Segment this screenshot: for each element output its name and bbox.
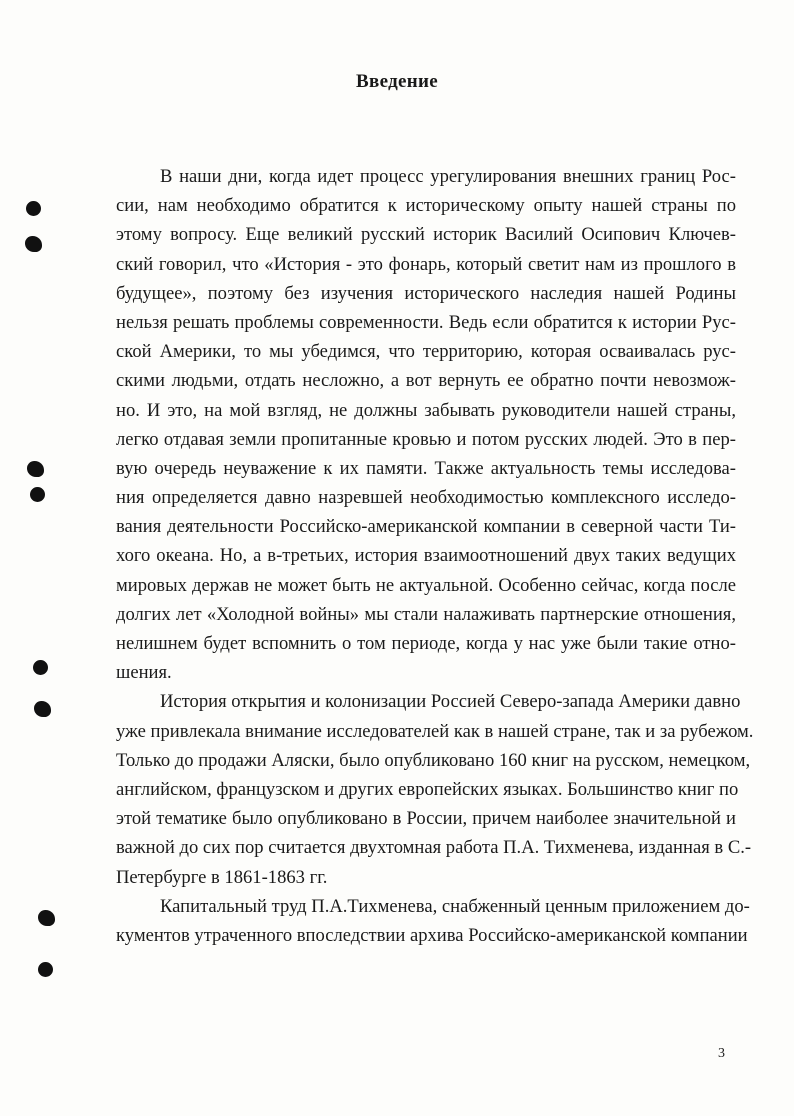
text-line: ский говорил, что «История - это фонарь, который светит нам из прошлого в	[116, 253, 736, 275]
text-line: ния определяется давно назревшей необходимостью комплексного исследо-	[116, 487, 736, 509]
text-line: но. И это, на мой взгляд, не должны забывать руководители нашей страны,	[116, 399, 736, 421]
text-line: шения.	[116, 662, 172, 684]
text-line: долгих лет «Холодной войны» мы стали налаживать партнерские отношения,	[116, 603, 736, 625]
text-line: вую очередь неуважение к их памяти. Также актуальность темы исследова-	[116, 457, 736, 479]
text-line: этому вопросу. Еще великий русский историк Василий Осипович Ключев-	[116, 224, 736, 246]
punch-hole-mark	[26, 201, 41, 216]
punch-hole-mark	[27, 461, 44, 477]
text-line: уже привлекала внимание исследователей как в нашей стране, так и за рубежом.	[116, 720, 754, 742]
page-title: Введение	[356, 71, 438, 92]
body-text	[116, 162, 754, 950]
text-line: Только до продажи Аляски, было опубликовано 160 книг на русском, немецком,	[116, 749, 751, 771]
punch-hole-mark	[38, 910, 55, 926]
punch-hole-mark	[38, 962, 53, 977]
text-line: сии, нам необходимо обратится к историческому опыту нашей страны по	[116, 195, 736, 217]
text-line: кументов утраченного впоследствии архива Российско-американской компании	[116, 924, 748, 946]
text-line: хого океана. Но, а в-третьих, история взаимоотношений двух таких ведущих	[116, 545, 736, 567]
text-line: важной до сих пор считается двухтомная работа П.А. Тихменева, изданная в С.-	[116, 837, 752, 859]
text-line: нелишнем будет вспомнить о том периоде, когда у нас уже были такие отно-	[116, 633, 736, 654]
punch-hole-mark	[33, 660, 48, 675]
page-number: 3	[718, 1046, 725, 1061]
punch-hole-mark	[25, 236, 42, 252]
text-line: В наши дни, когда идет процесс урегулирования внешних границ Рос-	[160, 166, 736, 187]
text-line: этой тематике было опубликовано в России, причем наиболее значительной и	[116, 808, 736, 830]
text-line: мировых держав не может быть не актуальной. Особенно сейчас, когда после	[116, 574, 736, 596]
text-line: скими людьми, отдать несложно, а вот вернуть ее обратно почти невозмож-	[116, 370, 736, 392]
text-line: английском, французском и других европейских языках. Большинство книг по	[116, 778, 739, 800]
punch-hole-mark	[30, 487, 45, 502]
text-line: будущее», поэтому без изучения исторического наследия нашей Родины	[116, 282, 736, 304]
text-line: нельзя решать проблемы современности. Ведь если обратится к истории Рус-	[116, 311, 736, 333]
text-line: вания деятельности Российско-американской компании в северной части Ти-	[116, 516, 736, 538]
text-line: легко отдавая земли пропитанные кровью и потом русских людей. Это в пер-	[116, 428, 736, 450]
text-line: ской Америки, то мы убедимся, что территорию, которая осваивалась рус-	[116, 341, 736, 363]
text-line: История открытия и колонизации Россией Северо-запада Америки давно	[160, 691, 741, 713]
text-line: Петербурге в 1861-1863 гг.	[116, 866, 328, 888]
punch-hole-mark	[34, 701, 51, 717]
text-line: Капитальный труд П.А.Тихменева, снабженный ценным приложением до-	[160, 895, 750, 917]
